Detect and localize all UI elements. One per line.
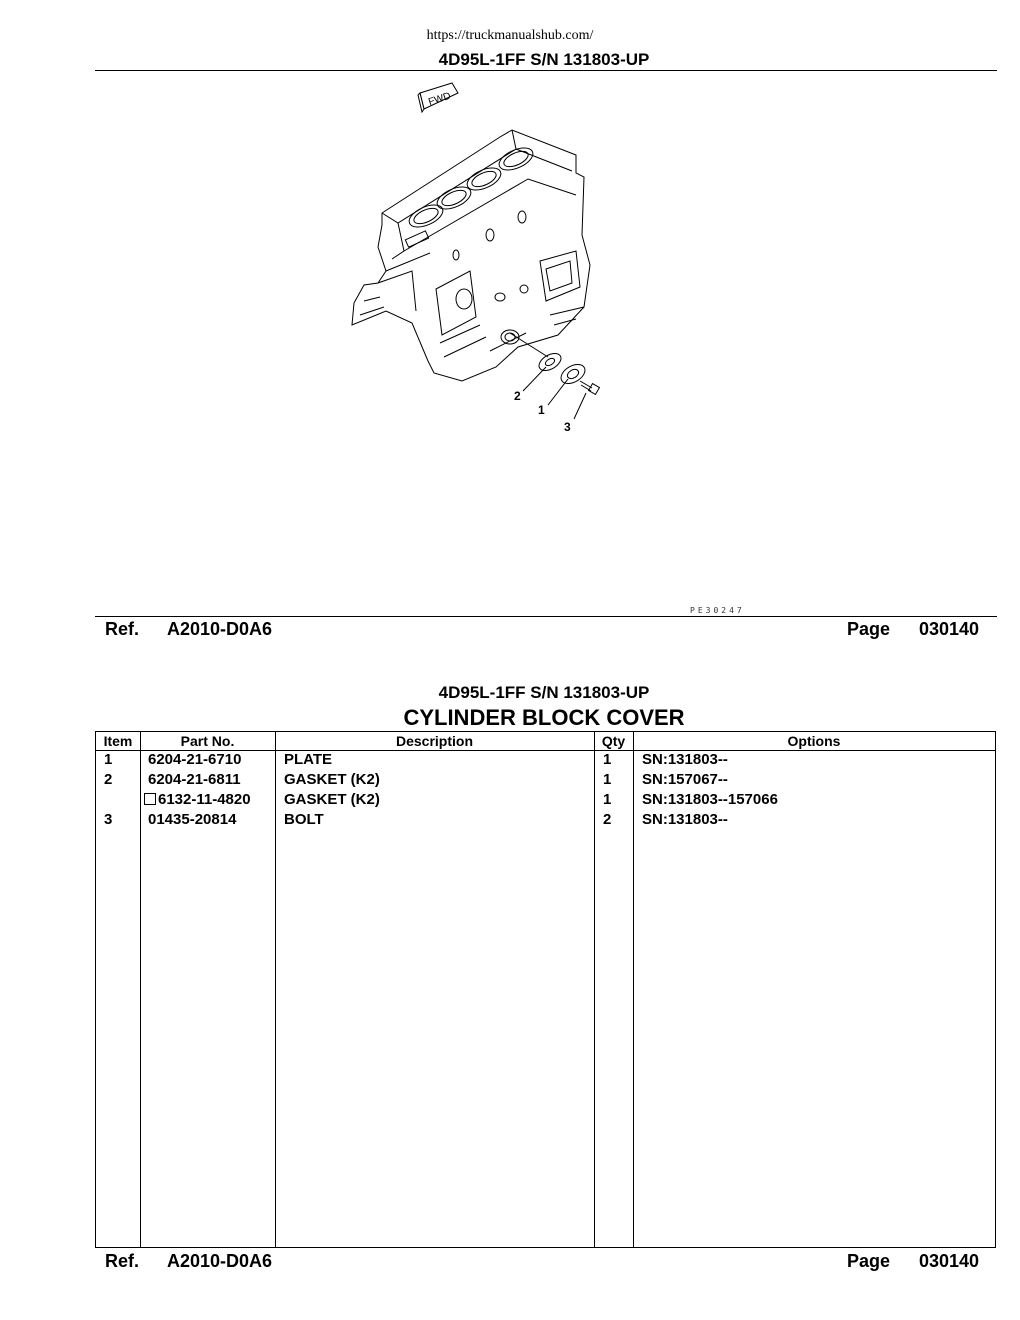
qty-cell: 1 xyxy=(603,751,612,768)
ref-label: Ref. xyxy=(105,1251,140,1271)
cylinder-block-drawing xyxy=(340,75,630,445)
options-cell: SN:131803--157066 xyxy=(642,791,778,808)
footer-top xyxy=(95,619,985,643)
fwd-label: FWD xyxy=(427,90,453,109)
parts-list-title: CYLINDER BLOCK COVER xyxy=(403,705,685,730)
parts-list-model: 4D95L-1FF S/N 131803-UP xyxy=(438,683,650,702)
qty-cell: 2 xyxy=(603,811,612,828)
col-description: Description xyxy=(395,733,473,749)
part-no-cell: 01435-20814 xyxy=(148,811,237,828)
ref-label: Ref. xyxy=(105,619,140,639)
options-cell: SN:131803-- xyxy=(642,751,728,768)
part-no-cell: 6204-21-6811 xyxy=(148,771,241,788)
table-row xyxy=(96,751,995,771)
fwd-arrow-icon xyxy=(418,83,458,112)
callout-1: 1 xyxy=(538,403,545,417)
part-no-cell: 6204-21-6710 xyxy=(148,751,242,768)
footer-rule xyxy=(95,616,997,617)
parts-table xyxy=(95,731,996,1248)
qty-cell: 1 xyxy=(603,771,612,788)
item-cell: 2 xyxy=(104,771,113,788)
gasket-part xyxy=(536,350,564,374)
footer-bottom xyxy=(95,1251,985,1275)
item-cell: 3 xyxy=(104,811,113,828)
table-row xyxy=(96,791,995,811)
page-value: 030140 xyxy=(919,1251,980,1271)
col-part-no: Part No. xyxy=(180,733,235,749)
page-label: Page xyxy=(847,1251,891,1271)
page-value: 030140 xyxy=(919,619,980,639)
drawing-code: PE30247 xyxy=(690,606,745,615)
options-cell: SN:131803-- xyxy=(642,811,728,828)
options-cell: SN:157067-- xyxy=(642,771,728,788)
callout-3: 3 xyxy=(564,420,571,434)
ref-value: A2010-D0A6 xyxy=(167,619,273,639)
bolt-part xyxy=(580,381,599,394)
table-row xyxy=(96,771,995,791)
callout-2: 2 xyxy=(514,389,521,403)
description-cell: BOLT xyxy=(284,811,324,828)
qty-cell: 1 xyxy=(603,791,612,808)
ref-value: A2010-D0A6 xyxy=(167,1251,273,1271)
page-label: Page xyxy=(847,619,891,639)
source-url: https://truckmanualshub.com/ xyxy=(426,28,594,43)
col-item: Item xyxy=(103,733,133,749)
substitute-box-icon xyxy=(144,793,156,805)
page-header-model: 4D95L-1FF S/N 131803-UP xyxy=(438,50,650,69)
description-cell: GASKET (K2) xyxy=(284,791,380,808)
col-options: Options xyxy=(787,733,841,749)
part-no-cell: 6132-11-4820 xyxy=(144,791,251,808)
table-row xyxy=(96,811,995,831)
description-cell: GASKET (K2) xyxy=(284,771,380,788)
item-cell: 1 xyxy=(104,751,113,768)
header-rule xyxy=(95,70,997,71)
description-cell: PLATE xyxy=(284,751,333,768)
col-qty: Qty xyxy=(601,733,626,749)
